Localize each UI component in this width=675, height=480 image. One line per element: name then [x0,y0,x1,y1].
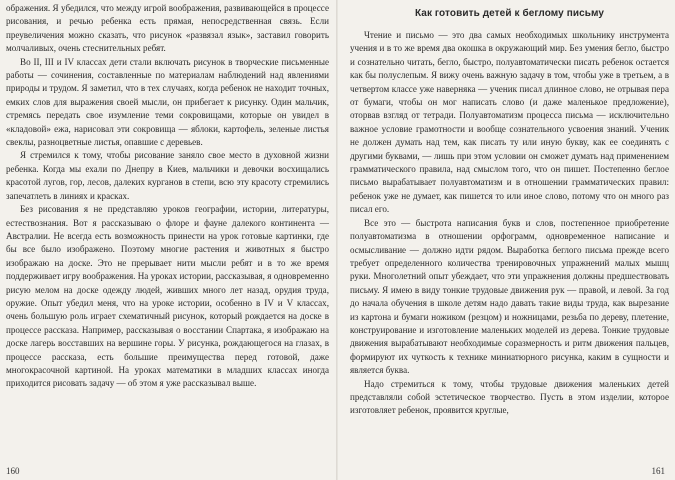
left-page-body [6,2,329,391]
page-number: 161 [651,466,665,476]
right-page [338,0,675,480]
paragraph: Во II, III и IV классах дети стали включать рисунок в творческие письменные работы — сочинения, составленные по материалам наблюдений над явлениями природы и трудом. Я заметил, что в тех случаях, когда ребенок не находит точных, емких слов для выражения своей мысли, он прибегает к рисунку. Один мальчик, стремясь передать свое изумление теми сокровищами, которые он увидел в «кладовой» ежа, нарисовал эти сокровища — яблоки, картофель, зеленые листья свеклы, разноцветные листья, опавшие с деревьев. [6,56,329,148]
left-page [0,0,337,480]
section-title: Как готовить детей к беглому письму [414,8,605,19]
paragraph: Без рисования я не представляю уроков географии, истории, литературы, естествознания. Вот я рассказываю о флоре и фауне далекого континента — Австралии. Не всегда есть возможность принести на урок готовые картинки, где бы все было изображено. Поэтому многие растения и животных я быстро изображаю на доске. Это не прерывает нити мысли ребят и в то же время поддерживает игру воображения. На уроках истории, рассказывая, я одновременно рисую мелом на доске одежду людей, живших много лет назад, орудия труда, оружие. Опыт убедил меня, что на уроке истории, особенно в IV и V классах, очень большую роль играет схематичный рисунок, который рождается на доске в процессе рассказа. Например, рассказывая о восстании Спартака, я изображаю на доске лагерь восставших на вершине горы. У рисунка, рождающегося на глазах, в процессе рассказа, есть большие преимущества перед готовой, даже многокрасочной картиной. На уроках математики в младших классах иногда приходится рисовать задачу — об этом я уже рассказывал выше. [6,204,329,389]
paragraph: Я стремился к тому, чтобы рисование заняло свое место в духовной жизни ребенка. Когда мы ехали по Днепру в Киев, мальчики и девочки восхищались красотой лугов, гор, лесов, далеких курганов в степи, всю эту красоту стремились запечатлеть в линиях и красках. [6,150,329,201]
right-page-body [350,29,669,418]
paragraph: ображения. Я убедился, что между игрой воображения, развивающейся в процессе рисования, и речью ребенка есть прямая, непосредственная связь. Если преувеличения можно сказать, что рисунок «развязал язык», заставил говорить молчаливых, очень стеснительных ребят. [6,3,329,54]
paragraph: Все это — быстрота написания букв и слов, постепенное приобретение полуавтоматизма в отношении орфограмм, одновременное написание и осмысливание — должно идти рядом. Выработка беглого письма прежде всего требует определенного количества тренировочных упражнений малых мышц руки. Многолетний опыт убеждает, что эти упражнения должны предшествовать письму. Я имею в виду тонкие трудовые движения рук — правой, и левой. За год до начала обучения в школе детям надо давать такие виды труда, как вырезание из картона и бумаги ножиком (резцом) и ножницами, резьба по дереву, плетение, конструирование и изготовление маленьких моделей из дерева. Тонкие трудовые движения вырабатывают необходимые соразмерность и ритм движения пальцев, формируют их чуткость к технике миниатюрного рисунка, каким в сущности и является буква. [350,217,669,376]
paragraph: Чтение и письмо — это два самых необходимых школьнику инструмента учения и в то же время два окошка в окружающий мир. Без умения бегло, быстро и сознательно читать, бегло, быстро, полуавтоматически писать ребенок остается как бы полуслепым. Я вижу очень важную задачу в том, чтобы уже в третьем, а в четвертом классе уже наверняка — ученик писал длинное слово, не отрывая пера от бумаги, чтобы он мог написать слово (и даже маленькое предложение), оторвав взгляд от тетради. Полуавтоматизм процесса письма — исключительно важное условие грамотности и вообще сознательного усвоения знаний. Ученик не должен думать над тем, как писать ту или иную букву, как ее соединять с другими буквами, — лишь при этом условии он сможет думать над применением грамматического правила, над смыслом того, что он пишет. Постепенно беглое письмо вырабатывает полуавтоматизм и в отношении грамматических правил: ребенок уже не думает, как пишется то или иное слово, потому что он много раз писал его. [350,30,669,215]
paragraph: Надо стремиться к тому, чтобы трудовые движения маленьких детей представляли собой эстетическое творчество. Пусть в этом изделии, которое изготовляет ребенок, проявится круглые, [350,378,669,416]
page-number: 160 [6,466,20,476]
